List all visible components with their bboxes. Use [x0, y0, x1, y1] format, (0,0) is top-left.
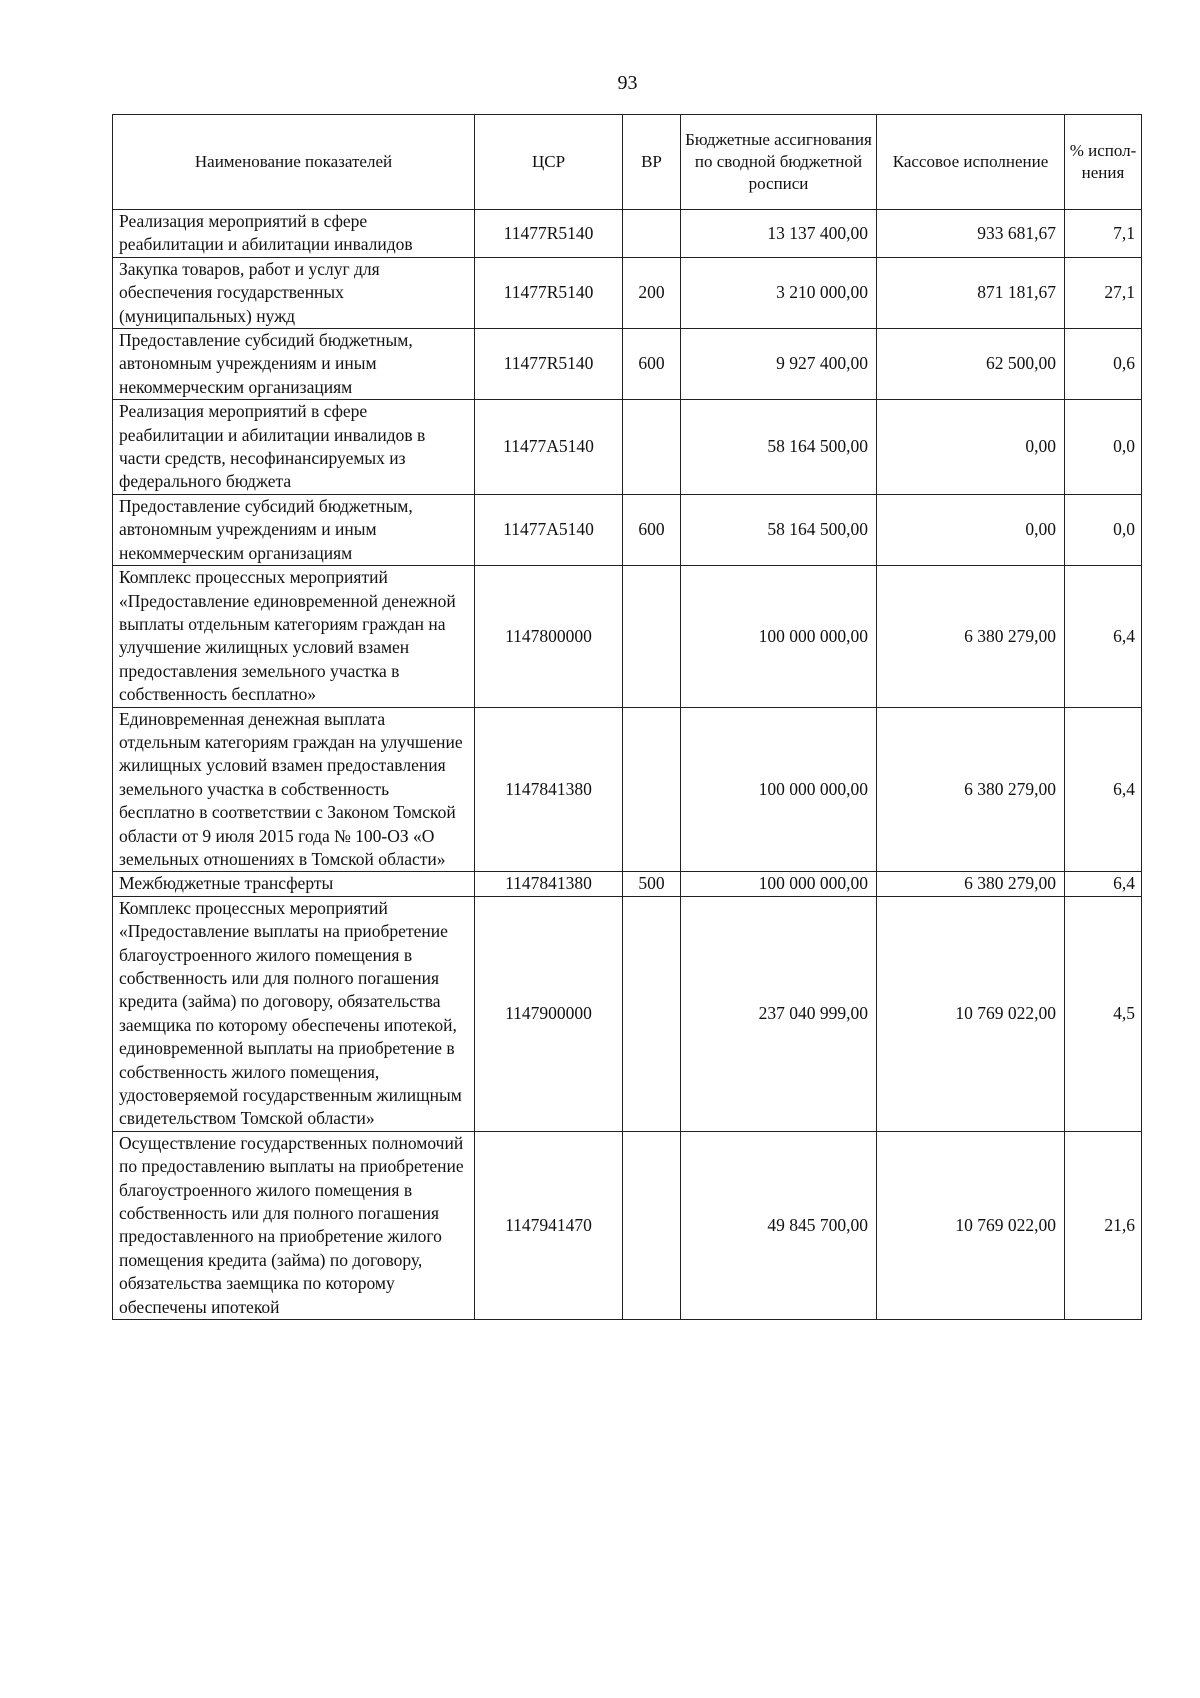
cell-pct: 0,6: [1065, 329, 1142, 400]
cell-pct: 4,5: [1065, 896, 1142, 1131]
cell-name: Комплекс процессных мероприятий «Предоставление выплаты на приобретение благоустроенного жилого помещения в собственность или для полного погашения кредита (займа) по договору, обязательства заемщика по которому обеспечены ипотекой, единовременной выплаты на приобретение в собственность жилого помещения, удостоверяемой государственным жилищным свидетельством Томской области»: [113, 896, 475, 1131]
cell-exec: 10 769 022,00: [877, 1131, 1065, 1319]
cell-exec: 62 500,00: [877, 329, 1065, 400]
cell-pct: 6,4: [1065, 872, 1142, 896]
cell-name: Закупка товаров, работ и услуг для обеспечения государственных (муниципальных) нужд: [113, 257, 475, 328]
cell-exec: 6 380 279,00: [877, 872, 1065, 896]
table-row: [113, 257, 1142, 328]
cell-name: Предоставление субсидий бюджетным, автономным учреждениям и иным некоммерческим организациям: [113, 494, 475, 565]
cell-vr: [623, 210, 681, 258]
table-row: [113, 1131, 1142, 1319]
cell-csr: 11477R5140: [475, 257, 623, 328]
cell-pct: 6,4: [1065, 566, 1142, 707]
header-csr: ЦСР: [475, 115, 623, 210]
cell-vr: 200: [623, 257, 681, 328]
table-body: [113, 210, 1142, 1320]
cell-csr: 11477A5140: [475, 400, 623, 495]
table-row: [113, 329, 1142, 400]
table-row: [113, 896, 1142, 1131]
cell-vr: [623, 400, 681, 495]
cell-pct: 7,1: [1065, 210, 1142, 258]
page-number: 93: [617, 72, 638, 94]
cell-csr: 1147941470: [475, 1131, 623, 1319]
budget-table: [112, 114, 1142, 1320]
cell-alloc: 58 164 500,00: [681, 494, 877, 565]
table-row: [113, 707, 1142, 872]
table-row: [113, 210, 1142, 258]
cell-alloc: 9 927 400,00: [681, 329, 877, 400]
cell-vr: 600: [623, 494, 681, 565]
cell-pct: 27,1: [1065, 257, 1142, 328]
cell-vr: [623, 896, 681, 1131]
cell-csr: 11477R5140: [475, 329, 623, 400]
cell-csr: 11477R5140: [475, 210, 623, 258]
cell-vr: [623, 566, 681, 707]
cell-alloc: 58 164 500,00: [681, 400, 877, 495]
cell-alloc: 3 210 000,00: [681, 257, 877, 328]
cell-csr: 11477A5140: [475, 494, 623, 565]
cell-name: Реализация мероприятий в сфере реабилитации и абилитации инвалидов в части средств, несофинансируемых из федерального бюджета: [113, 400, 475, 495]
cell-name: Комплекс процессных мероприятий «Предоставление единовременной денежной выплаты отдельным категориям граждан на улучшение жилищных условий взамен предоставления земельного участка в собственность бесплатно»: [113, 566, 475, 707]
cell-csr: 1147800000: [475, 566, 623, 707]
cell-name: Осуществление государственных полномочий по предоставлению выплаты на приобретение благоустроенного жилого помещения в собственность или для полного погашения предоставленного на приобретение жилого помещения кредита (займа) по договору, обязательства заемщика по которому обеспечены ипотекой: [113, 1131, 475, 1319]
cell-alloc: 13 137 400,00: [681, 210, 877, 258]
cell-vr: [623, 1131, 681, 1319]
cell-csr: 1147841380: [475, 872, 623, 896]
cell-exec: 933 681,67: [877, 210, 1065, 258]
cell-alloc: 100 000 000,00: [681, 872, 877, 896]
header-name: Наименование показателей: [113, 115, 475, 210]
cell-pct: 6,4: [1065, 707, 1142, 872]
cell-name: Единовременная денежная выплата отдельным категориям граждан на улучшение жилищных условий взамен предоставления земельного участка в собственность бесплатно в соответствии с Законом Томской области от 9 июля 2015 года № 100-ОЗ «О земельных отношениях в Томской области»: [113, 707, 475, 872]
cell-pct: 0,0: [1065, 400, 1142, 495]
cell-exec: 6 380 279,00: [877, 566, 1065, 707]
cell-exec: 0,00: [877, 400, 1065, 495]
table-row: [113, 494, 1142, 565]
cell-alloc: 49 845 700,00: [681, 1131, 877, 1319]
cell-alloc: 100 000 000,00: [681, 566, 877, 707]
cell-pct: 21,6: [1065, 1131, 1142, 1319]
table-row: [113, 566, 1142, 707]
cell-exec: 871 181,67: [877, 257, 1065, 328]
cell-vr: 600: [623, 329, 681, 400]
header-exec: Кассовое исполнение: [877, 115, 1065, 210]
cell-name: Реализация мероприятий в сфере реабилитации и абилитации инвалидов: [113, 210, 475, 258]
cell-alloc: 237 040 999,00: [681, 896, 877, 1131]
header-pct: % испол-нения: [1065, 115, 1142, 210]
header-alloc: Бюджетные ассигнования по сводной бюджетной росписи: [681, 115, 877, 210]
table-header-row: [113, 115, 1142, 210]
cell-exec: 10 769 022,00: [877, 896, 1065, 1131]
table-row: [113, 872, 1142, 896]
cell-csr: 1147841380: [475, 707, 623, 872]
cell-vr: 500: [623, 872, 681, 896]
cell-pct: 0,0: [1065, 494, 1142, 565]
header-vr: ВР: [623, 115, 681, 210]
cell-alloc: 100 000 000,00: [681, 707, 877, 872]
cell-name: Межбюджетные трансферты: [113, 872, 475, 896]
table-row: [113, 400, 1142, 495]
cell-name: Предоставление субсидий бюджетным, автономным учреждениям и иным некоммерческим организациям: [113, 329, 475, 400]
cell-csr: 1147900000: [475, 896, 623, 1131]
cell-exec: 0,00: [877, 494, 1065, 565]
cell-vr: [623, 707, 681, 872]
cell-exec: 6 380 279,00: [877, 707, 1065, 872]
